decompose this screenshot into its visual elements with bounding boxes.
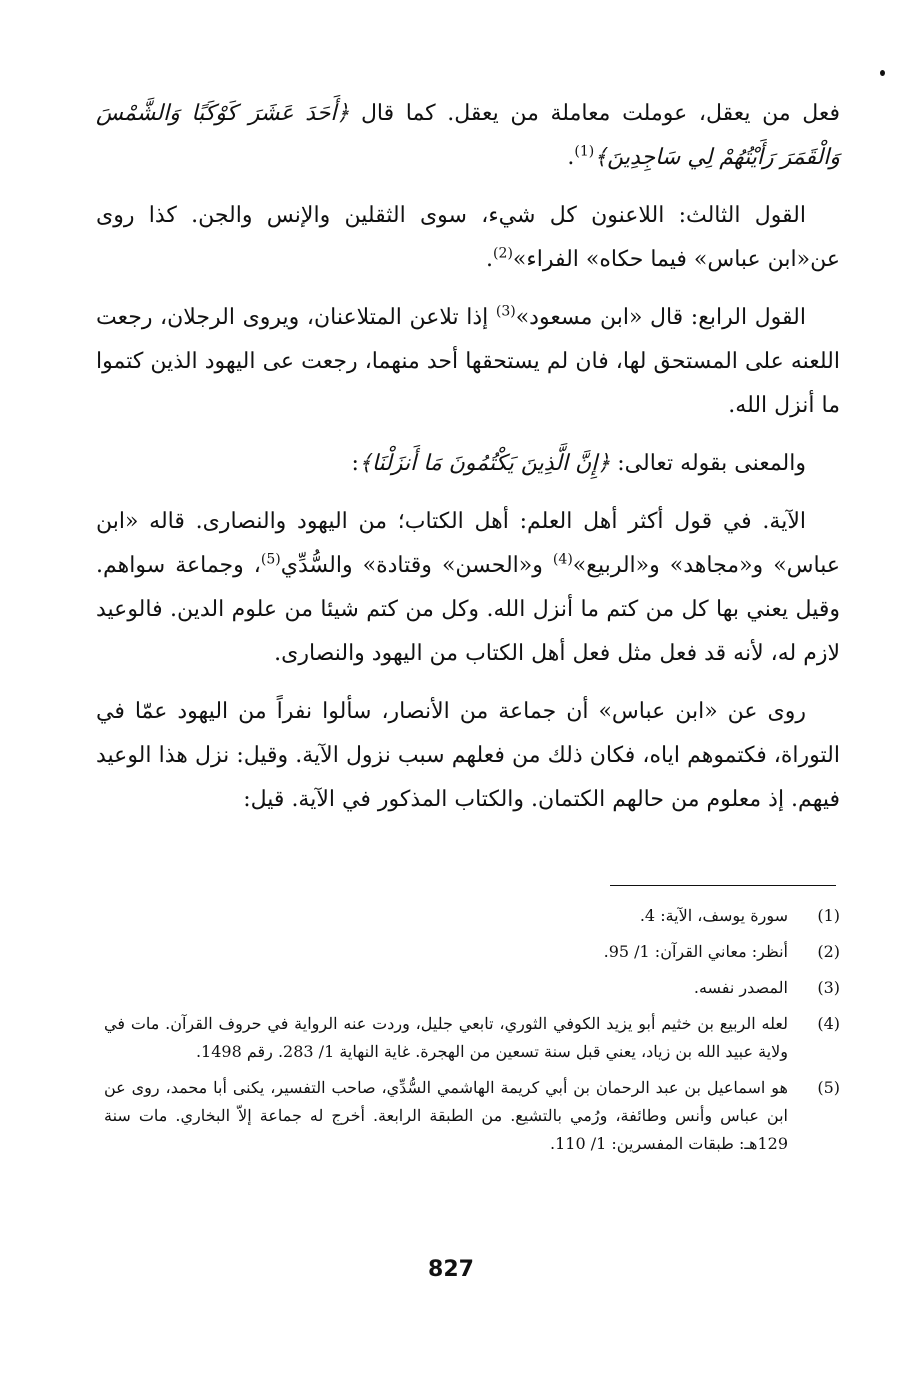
main-text [96, 92, 840, 836]
footnote-number: (3) [817, 978, 840, 997]
footnote-ref: (3) [495, 303, 516, 320]
quran-verse: ﴿أَحَدَ عَشَرَ كَوْكَبًا وَالشَّمْسَ وَالْقَمَرَ رَأَيْتُهُمْ لِي سَاجِدِينَ﴾ [96, 101, 840, 170]
footnote-text: أنظر: معاني القرآن: 1/ 95. [603, 942, 788, 961]
footnote-number: (2) [817, 942, 840, 961]
paragraph-2: القول الثالث: اللاعنون كل شيء، سوى الثقلين والإنس والجن. كذا روى عن«ابن عباس» فيما حكاه» الفراء»$^{(2)}$. [96, 203, 840, 272]
margin-mark [880, 70, 885, 76]
footnote-ref: (1) [574, 143, 595, 160]
footnote [104, 902, 840, 930]
footnote-text: المصدر نفسه. [693, 978, 788, 997]
footnote-ref: (2) [493, 245, 513, 262]
footnote [104, 1074, 840, 1158]
footnote-separator [610, 885, 836, 886]
footnote-ref: (4) [552, 551, 573, 568]
paragraph-1: فعل من يعقل، عوملت معاملة من يعقل. كما قال ﴿أَحَدَ عَشَرَ كَوْكَبًا وَالشَّمْسَ وَالْقَمَرَ رَأَيْتُهُمْ لِي سَاجِدِينَ﴾$^{(1)}$. [96, 101, 840, 170]
paragraph-4: والمعنى بقوله تعالى: ﴿إِنَّ الَّذِينَ يَكْتُمُونَ مَا أَنزَلْنَا﴾: [351, 451, 806, 476]
footnote-text: سورة يوسف، الآية: 4. [639, 906, 788, 925]
footnote-number: (5) [817, 1078, 840, 1097]
footnote-number: (4) [817, 1014, 840, 1033]
quran-verse: ﴿إِنَّ الَّذِينَ يَكْتُمُونَ مَا أَنزَلْنَا﴾ [358, 451, 611, 476]
footnote [104, 1010, 840, 1066]
footnote [104, 938, 840, 966]
footnotes [104, 902, 840, 1166]
footnote-number: (1) [817, 906, 840, 925]
paragraph-6: روى عن «ابن عباس» أن جماعة من الأنصار، سألوا نفراً من اليهود عمّا في التوراة، فكتموهم اياه، فكان ذلك من فعلهم سبب نزول الآية. وقيل: نزل هذا الوعيد فيهم. إذ معلوم من حالهم الكتمان. والكتاب المذكور في الآية. قيل: [96, 699, 840, 812]
footnote-ref: (5) [260, 551, 281, 568]
footnote-text: هو اسماعيل بن عبد الرحمان بن أبي كريمة الهاشمي السُّدِّي، صاحب التفسير، يكنى أبا محمد، روى عن ابن عباس وأنس وطائفة، ورُمي بالتشيع. من الطبقة الرابعة. أخرج له جماعة إلاّ البخاري. مات سنة 129هـ: طبقات المفسرين: 1/ 110. [104, 1078, 788, 1153]
paragraph-3: القول الرابع: قال «ابن مسعود»$^{(3)}$ إذا تلاعن المتلاعنان، ويروى الرجلان، رجعت اللعنه على المستحق لها، فان لم يستحقها أحد منهما، رجعت عى اليهود الذين كتموا ما أنزل الله. [96, 303, 840, 418]
footnote [104, 974, 840, 1002]
page-number: 827 [428, 1257, 474, 1282]
footnote-text: لعله الربيع بن خثيم أبو يزيد الكوفي الثوري، تابعي جليل، وردت عنه الرواية في حروف القرآن. مات في ولاية عبيد الله بن زياد، يعني قبل سنة تسعين من الهجرة. غاية النهاية 1/ 283. رقم 1498. [104, 1014, 789, 1061]
paragraph-5: الآية. في قول أكثر أهل العلم: أهل الكتاب؛ من اليهود والنصارى. قاله «ابن عباس» و«مجاهد» و«الربيع»$^{(4)}$ و«الحسن» وقتادة» والسُّدِّي$^{(5)}$، وجماعة سواهم. وقيل يعني بها كل من كتم ما أنزل الله. وكل من كتم شيئا من علوم الدين. فالوعيد لازم له، لأنه قد فعل مثل فعل أهل الكتاب من اليهود والنصارى. [96, 509, 840, 666]
